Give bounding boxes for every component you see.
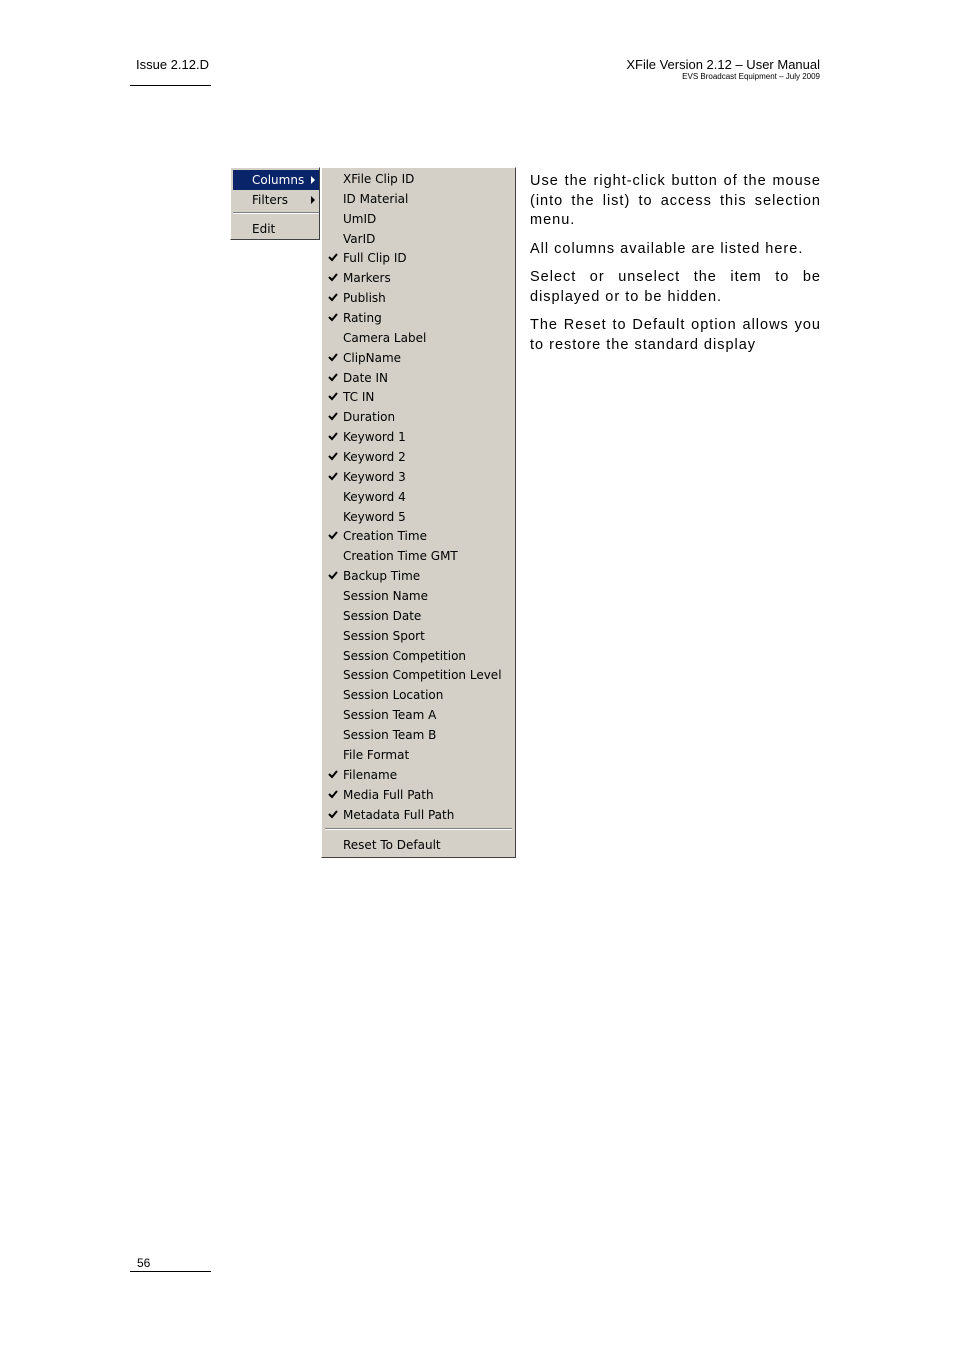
column-menu-label: Markers	[343, 271, 391, 286]
menu-separator	[233, 212, 319, 214]
checkmark-icon	[328, 391, 338, 401]
footer-rule	[130, 1271, 211, 1272]
column-menu-item[interactable]	[324, 189, 513, 209]
column-menu-item[interactable]	[324, 467, 513, 487]
document-title: XFile Version 2.12 – User Manual	[626, 57, 820, 72]
column-menu-item[interactable]	[324, 487, 513, 507]
document-header	[626, 57, 820, 82]
checkmark-icon	[328, 312, 338, 322]
column-menu-label: XFile Clip ID	[343, 172, 415, 186]
column-menu-label: Duration	[343, 410, 396, 425]
column-menu-item[interactable]	[324, 288, 513, 308]
checkmark-icon	[328, 530, 338, 540]
column-menu-label: Session Location	[343, 688, 444, 703]
column-menu-item[interactable]	[324, 427, 513, 447]
column-menu-label: Session Competition Level	[343, 668, 502, 683]
column-menu-label: Session Team B	[343, 728, 437, 743]
paragraph: The Reset to Default option allows you to restore the standard display	[530, 317, 821, 353]
checkmark-icon	[328, 809, 338, 819]
column-menu-item[interactable]	[324, 586, 513, 606]
column-menu-label: Session Name	[343, 589, 429, 604]
column-menu-item[interactable]	[324, 348, 513, 368]
context-menu	[230, 167, 320, 240]
column-menu-label: Publish	[343, 291, 386, 306]
column-menu-label: Session Team A	[343, 708, 437, 723]
column-menu-item[interactable]	[324, 229, 513, 249]
column-menu-label: Camera Label	[343, 330, 427, 345]
menu-separator	[325, 828, 512, 830]
menu-item-columns[interactable]	[233, 170, 319, 190]
column-menu-label: Filename	[343, 767, 398, 782]
column-menu-label: ID Material	[343, 191, 409, 206]
column-menu-label: Full Clip ID	[343, 251, 407, 266]
checkmark-icon	[328, 451, 338, 461]
column-menu-label: TC IN	[343, 390, 375, 405]
column-menu-label: Keyword 5	[343, 509, 406, 524]
menu-item-label: Edit	[252, 222, 276, 236]
column-menu-label: Session Competition	[343, 648, 467, 663]
checkmark-icon	[328, 471, 338, 481]
column-menu-item[interactable]	[324, 169, 513, 189]
column-menu-label: Session Sport	[343, 628, 425, 643]
checkmark-icon	[328, 431, 338, 441]
column-menu-label: Keyword 1	[343, 430, 406, 445]
checkmark-icon	[328, 272, 338, 282]
column-menu-item[interactable]	[324, 725, 513, 745]
column-menu-item[interactable]	[324, 646, 513, 666]
column-menu-item[interactable]	[324, 507, 513, 527]
checkmark-icon	[328, 789, 338, 799]
header-rule	[130, 85, 211, 86]
checkmark-icon	[328, 372, 338, 382]
column-menu-item[interactable]	[324, 248, 513, 268]
checkmark-icon	[328, 292, 338, 302]
column-menu-item[interactable]	[324, 765, 513, 785]
column-menu-item[interactable]	[324, 665, 513, 685]
column-menu-item[interactable]	[324, 626, 513, 646]
reset-to-default-item[interactable]: Reset To Default	[343, 838, 441, 852]
column-menu-item[interactable]	[324, 566, 513, 586]
column-menu-item[interactable]	[324, 745, 513, 765]
submenu-arrow-icon	[311, 196, 315, 204]
menu-item-label: Filters	[252, 193, 288, 207]
column-menu-item[interactable]	[324, 685, 513, 705]
column-menu-label: Metadata Full Path	[343, 807, 455, 822]
menu-item-edit[interactable]	[233, 219, 319, 239]
submenu-arrow-icon	[311, 176, 315, 184]
column-menu-item[interactable]	[324, 328, 513, 348]
column-menu-label: Keyword 3	[343, 469, 406, 484]
columns-submenu	[321, 167, 516, 858]
columns-list	[324, 169, 513, 824]
column-menu-item[interactable]	[324, 606, 513, 626]
column-menu-label: File Format	[343, 747, 410, 762]
column-menu-label: Rating	[343, 311, 382, 326]
column-menu-label: VarID	[343, 231, 376, 246]
column-menu-item[interactable]	[324, 407, 513, 427]
column-menu-item[interactable]	[324, 785, 513, 805]
column-menu-item[interactable]	[324, 368, 513, 388]
column-menu-item[interactable]	[324, 805, 513, 825]
paragraph: All columns available are listed here.	[530, 240, 804, 257]
column-menu-label: Creation Time	[343, 529, 427, 544]
column-menu-label: ClipName	[343, 350, 402, 365]
column-menu-item[interactable]	[324, 268, 513, 288]
menu-item-filters[interactable]	[233, 190, 319, 210]
menu-item-label: Columns	[252, 173, 305, 187]
column-menu-item[interactable]	[324, 526, 513, 546]
column-menu-label: UmID	[343, 211, 377, 226]
column-menu-label: Media Full Path	[343, 787, 434, 802]
column-menu-item[interactable]	[324, 308, 513, 328]
checkmark-icon	[328, 252, 338, 262]
column-menu-item[interactable]	[324, 447, 513, 467]
column-menu-item[interactable]	[324, 209, 513, 229]
column-menu-label: Keyword 2	[343, 450, 406, 465]
checkmark-icon	[328, 411, 338, 421]
checkmark-icon	[328, 769, 338, 779]
description-text	[530, 172, 821, 364]
column-menu-label: Session Date	[343, 608, 422, 623]
column-menu-label: Backup Time	[343, 569, 421, 584]
page-number: 56	[137, 1256, 151, 1270]
column-menu-item[interactable]	[324, 705, 513, 725]
column-menu-label: Creation Time GMT	[343, 549, 458, 564]
column-menu-label: Keyword 4	[343, 489, 406, 504]
column-menu-item[interactable]	[324, 387, 513, 407]
paragraph: Use the right-click button of the mouse (into the list) to access this selection menu.	[530, 173, 821, 228]
checkmark-icon	[328, 570, 338, 580]
document-subtitle: EVS Broadcast Equipment – July 2009	[682, 72, 820, 81]
paragraph: Select or unselect the item to be displayed or to be hidden.	[530, 269, 821, 305]
column-menu-item[interactable]	[324, 546, 513, 566]
issue-label: Issue 2.12.D	[136, 57, 209, 72]
column-menu-label: Date IN	[343, 370, 389, 385]
checkmark-icon	[328, 352, 338, 362]
